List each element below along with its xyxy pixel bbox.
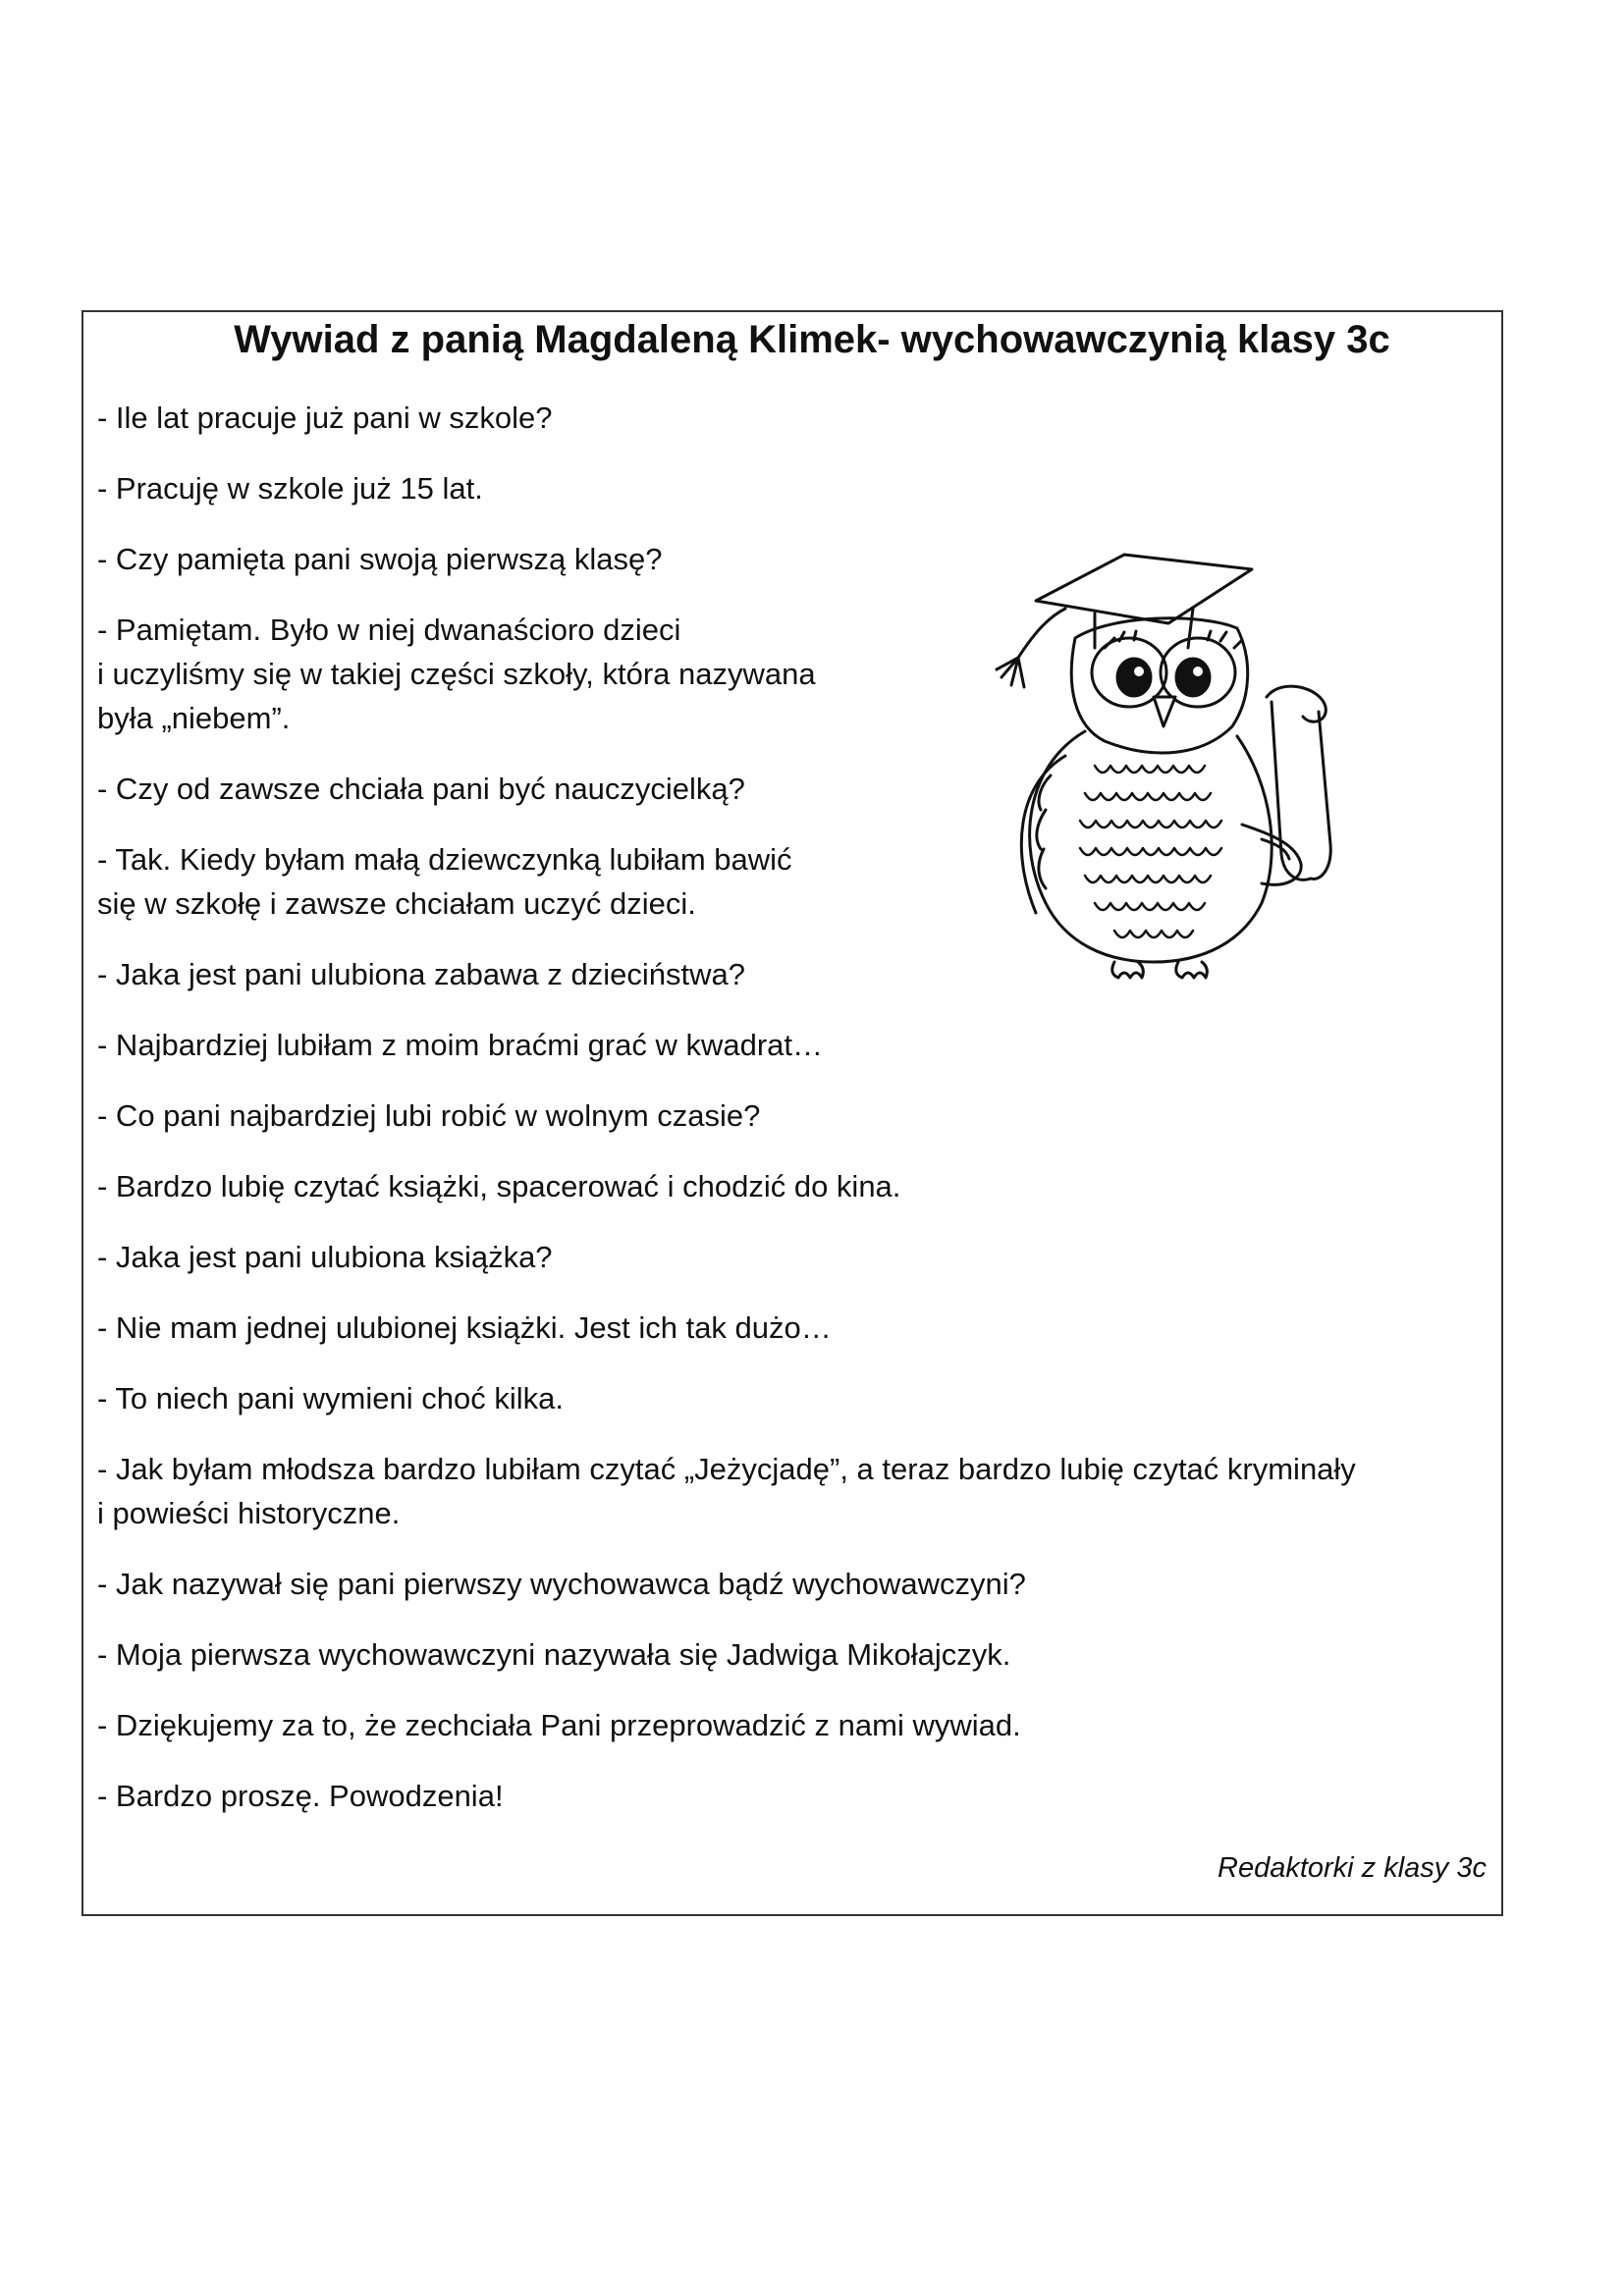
interview-paragraph — [97, 1376, 1491, 1420]
interview-paragraph — [97, 1235, 1491, 1279]
interview-paragraph — [97, 1164, 1491, 1208]
interview-paragraph — [97, 1023, 1491, 1067]
paragraph-line: - Nie mam jednej ulubionej książki. Jest ich tak dużo… — [97, 1310, 832, 1345]
interview-paragraph — [97, 1094, 1491, 1138]
paragraph-line: - Czy pamięta pani swoją pierwszą klasę? — [97, 542, 663, 576]
signature: Redaktorki z klasy 3c — [1218, 1852, 1487, 1884]
paragraph-line: - Czy od zawsze chciała pani być nauczycielką? — [97, 772, 745, 806]
paragraph-line: - Bardzo proszę. Powodzenia! — [97, 1779, 504, 1813]
paragraph-line: - Co pani najbardziej lubi robić w wolnym czasie? — [97, 1098, 761, 1133]
interview-paragraph — [97, 1632, 1491, 1677]
paragraph-line: - Jak byłam młodsza bardzo lubiłam czytać „Jeżycjadę”, a teraz bardzo lubię czytać kryminały — [97, 1452, 1356, 1486]
paragraph-line: była „niebem”. — [97, 701, 291, 735]
paragraph-line: - Moja pierwsza wychowawczyni nazywała się Jadwiga Mikołajczyk. — [97, 1637, 1011, 1672]
paragraph-line: - Ile lat pracuje już pani w szkole? — [97, 400, 553, 435]
paragraph-line: - Bardzo lubię czytać książki, spacerować i chodzić do kina. — [97, 1169, 901, 1203]
paragraph-line: - Tak. Kiedy byłam małą dziewczynką lubiłam bawić — [97, 842, 792, 877]
interview-paragraph — [97, 396, 1491, 440]
paragraph-line: - To niech pani wymieni choć kilka. — [97, 1381, 564, 1415]
paragraph-line: - Najbardziej lubiłam z moim braćmi grać w kwadrat… — [97, 1028, 824, 1062]
interview-paragraph — [97, 1447, 1491, 1535]
interview-paragraph — [97, 1306, 1491, 1350]
paragraph-line: - Pamiętam. Było w niej dwanaścioro dzieci — [97, 613, 681, 647]
interview-paragraph — [97, 466, 1491, 510]
interview-paragraph — [97, 1774, 1491, 1818]
paragraph-line: - Jaka jest pani ulubiona książka? — [97, 1240, 553, 1274]
paragraph-line: - Dziękujemy za to, że zechciała Pani przeprowadzić z nami wywiad. — [97, 1708, 1021, 1742]
paragraph-line: - Jak nazywał się pani pierwszy wychowawca bądź wychowawczyni? — [97, 1567, 1026, 1601]
interview-paragraph — [97, 1562, 1491, 1606]
article-title: Wywiad z panią Magdaleną Klimek- wychowawczynią klasy 3c — [234, 318, 1390, 361]
paragraph-line: - Pracuję w szkole już 15 lat. — [97, 471, 483, 506]
paragraph-line: i powieści historyczne. — [97, 1496, 401, 1530]
owl-illustration-icon — [957, 530, 1438, 991]
interview-paragraph — [97, 1703, 1491, 1747]
paragraph-line: - Jaka jest pani ulubiona zabawa z dzieciństwa? — [97, 957, 745, 991]
paragraph-line: i uczyliśmy się w takiej części szkoły, która nazywana — [97, 657, 816, 691]
paragraph-line: się w szkołę i zawsze chciałam uczyć dzieci. — [97, 886, 696, 921]
